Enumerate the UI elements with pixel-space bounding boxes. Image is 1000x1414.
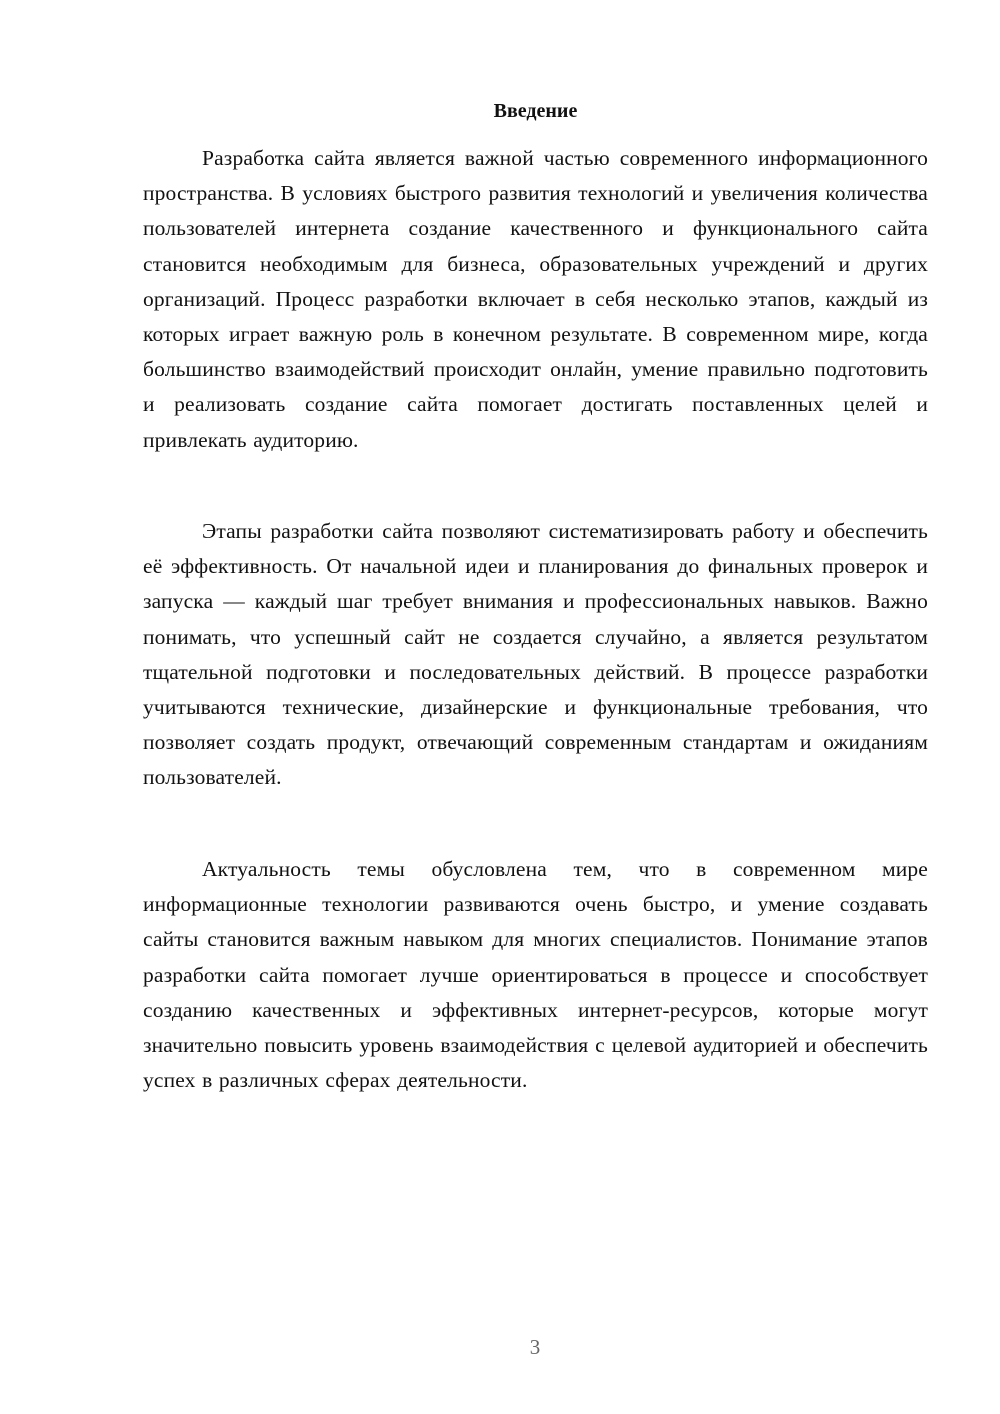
section-title: Введение: [493, 100, 578, 122]
paragraph-introduction-3: Актуальность темы обусловлена тем, что в современном мире информационные технологии развиваются очень быстро, и умение создавать сайты становится важным навыком для многих специалистов. Понимание этапов разработки сайта помогает лучше ориентироваться в процессе и способствует созданию качественных и эффективных интернет-ресурсов, которые могут значительно повысить уровень взаимодействия с целевой аудиторией и обеспечить успех в различных сферах деятельности.: [143, 857, 928, 1093]
page-number: 3: [529, 1335, 541, 1359]
paragraph-introduction-1: Разработка сайта является важной частью современного информационного пространства. В условиях быстрого развития технологий и увеличения количества пользователей интернета создание качественного и функционального сайта становится необходимым для бизнеса, образовательных учреждений и других организаций. Процесс разработки включает в себя несколько этапов, каждый из которых играет важную роль в конечном результате. В современном мире, когда большинство взаимодействий происходит онлайн, умение правильно подготовить и реализовать создание сайта помогает достигать поставленных целей и привлекать аудиторию.: [143, 146, 928, 452]
paragraph-introduction-2: Этапы разработки сайта позволяют систематизировать работу и обеспечить её эффективность. От начальной идеи и планирования до финальных проверок и запуска — каждый шаг требует внимания и профессиональных навыков. Важно понимать, что успешный сайт не создается случайно, а является результатом тщательной подготовки и последовательных действий. В процессе разработки учитываются технические, дизайнерские и функциональные требования, что позволяет создать продукт, отвечающий современным стандартам и ожиданиям пользователей.: [143, 519, 928, 790]
